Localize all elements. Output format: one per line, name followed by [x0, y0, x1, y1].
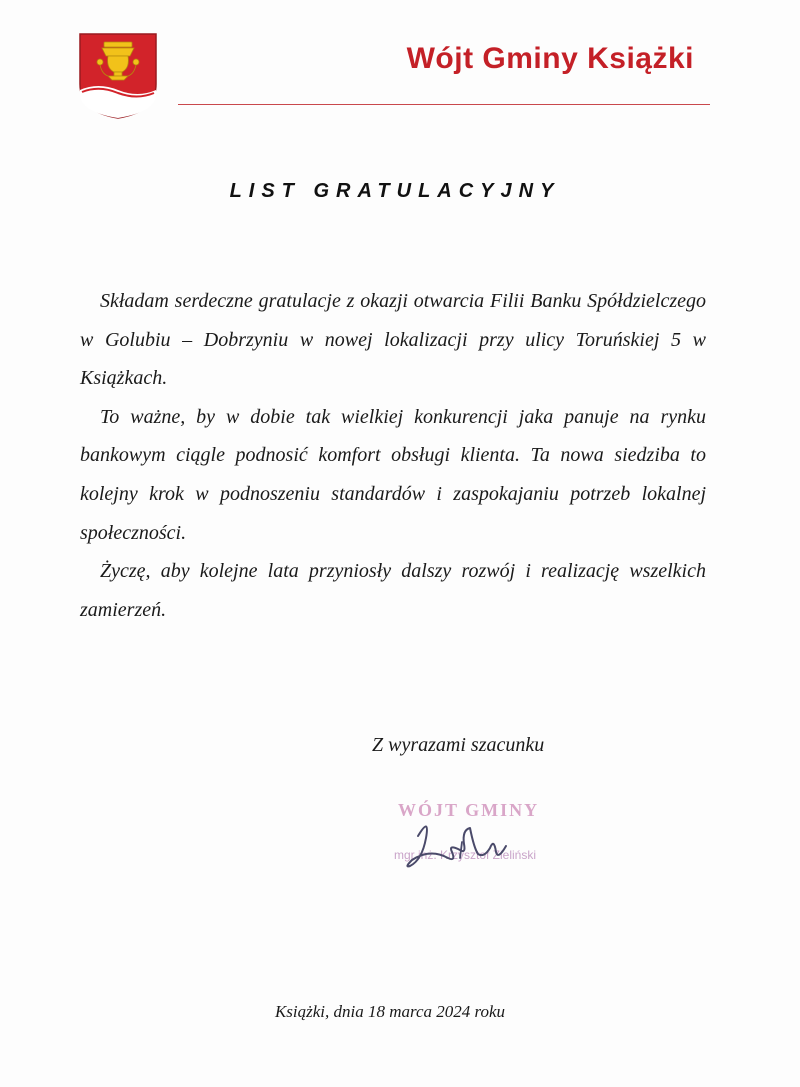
org-title: Wójt Gminy Książki — [406, 42, 694, 75]
paragraph-3: Życzę, aby kolejne lata przyniosły dalszy rozwój i realizację wszelkich zamierzeń. — [80, 560, 706, 621]
stamp-name: mgr inż. Krzysztof Zieliński — [394, 848, 537, 862]
letter-body — [80, 282, 706, 629]
coat-of-arms-icon — [78, 32, 158, 120]
date-line: Książki, dnia 18 marca 2024 roku — [274, 1002, 506, 1021]
closing-phrase: Z wyrazami szacunku — [372, 734, 545, 756]
header-divider — [178, 104, 710, 105]
paragraph-2: To ważne, by w dobie tak wielkiej konkurencji jaka panuje na rynku bankowym ciągle podnosić komfort obsługi klienta. Ta nowa siedziba to kolejny krok w podnoszeniu standardów i zaspokajaniu potrzeb lokalnej społeczności. — [80, 405, 706, 544]
signature-icon — [400, 808, 540, 880]
document-title: LIST GRATULACYJNY — [229, 180, 561, 202]
stamp-title: WÓJT GMINY — [398, 800, 540, 820]
paragraph-1: Składam serdeczne gratulacje z okazji otwarcia Filii Banku Spółdzielczego w Golubiu – Dobrzyniu w nowej lokalizacji przy ulicy Toruńskiej 5 w Książkach. — [80, 290, 706, 390]
